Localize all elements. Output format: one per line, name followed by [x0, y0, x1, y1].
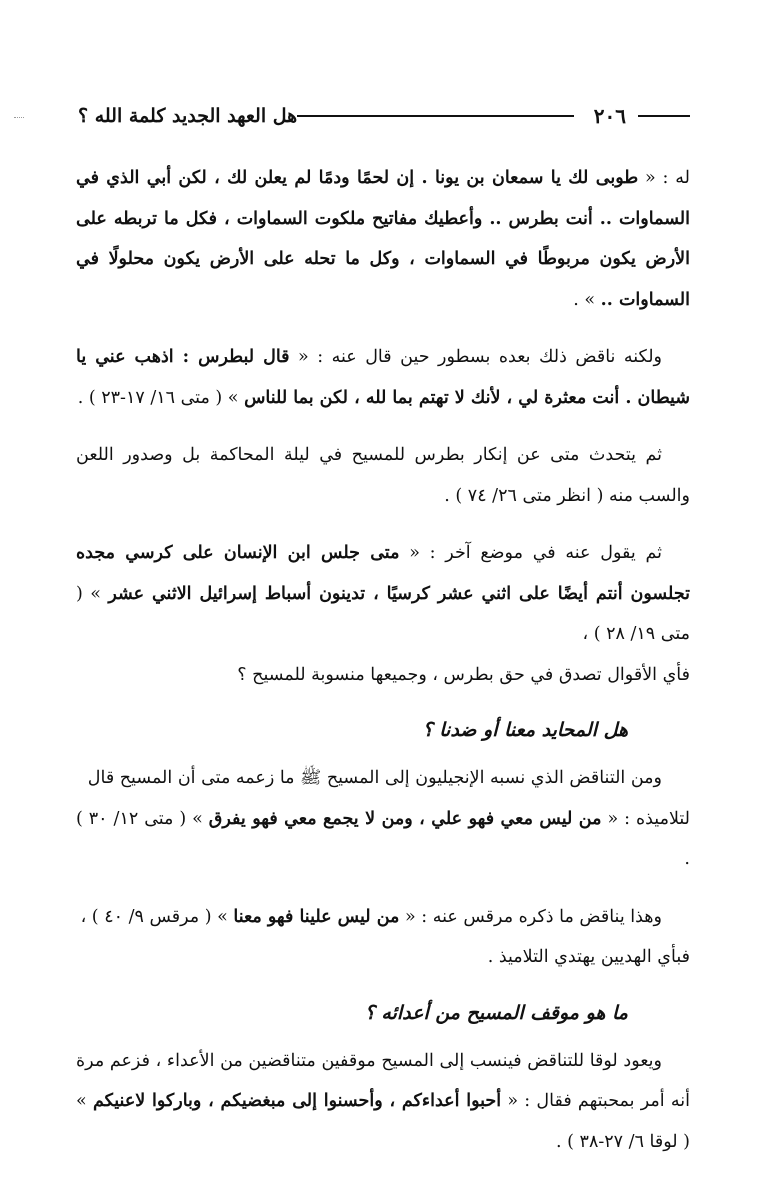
- text: » ( مرقس ٩/ ٤٠ ) ،: [80, 906, 234, 927]
- header-rule-short: [638, 115, 690, 117]
- paragraph-1: [76, 158, 690, 320]
- text: » .: [573, 289, 601, 310]
- paragraph-6-continued: فبأي الهديين يهتدي التلاميذ .: [487, 947, 690, 967]
- text: ثم يقول عنه في موضع آخر : «: [399, 543, 662, 563]
- text: » ( متى ١٩/ ٢٨ ) ،: [76, 583, 690, 644]
- text: وهذا يناقض ما ذكره مرقس عنه : «: [399, 906, 662, 927]
- header-rule-long: [297, 115, 574, 117]
- paragraph-4-continued: فأي الأقوال تصدق في حق بطرس ، وجميعها منسوبة للمسيح ؟: [237, 664, 690, 685]
- paragraph-4: [76, 533, 690, 655]
- text: ولكنه ناقض ذلك بعده بسطور حين قال عنه : «: [289, 347, 662, 367]
- paragraph-7: [76, 1041, 690, 1163]
- section-heading-neutral: هل المحايد معنا أو ضدنا ؟: [422, 719, 628, 741]
- section-heading-enemies: ما هو موقف المسيح من أعدائه ؟: [364, 1001, 628, 1024]
- quote: أحبوا أعداءكم ، وأحسنوا إلى مبغضيكم ، وباركوا لاعنيكم: [92, 1091, 502, 1111]
- running-header: [78, 98, 690, 134]
- quote: طوبى لك يا سمعان بن يونا . إن لحمًا ودمًا لم يعلن لك ، لكن أبي الذي في السماوات .. أنت بطرس .. وأعطيك مفاتيح ملكوت السماوات ، فكل ما تربطه على الأرض يكون مربوطًا في السماوات ، وكل ما تحله على الأرض يكون محلولًا في السماوات ..: [76, 168, 690, 310]
- page-content: [76, 158, 690, 1179]
- text: له : «: [638, 168, 690, 188]
- paragraph-2: [76, 337, 690, 418]
- text: لتلاميذه : «: [601, 808, 691, 829]
- header-title: هل العهد الجديد كلمة الله ؟: [78, 105, 298, 127]
- margin-mark: [14, 117, 24, 118]
- page-number: ٢٠٦: [593, 104, 626, 128]
- text: » ( متى ١٦/ ١٧-٢٣ ) .: [77, 387, 245, 408]
- paragraph-6: [76, 897, 690, 938]
- paragraph-5-continued: [76, 799, 690, 880]
- quote: قال لبطرس : اذهب عني يا شيطان . أنت معثرة لي ، لأنك لا تهتم بما لله ، لكن بما للناس: [76, 347, 690, 408]
- quote: متى جلس ابن الإنسان على كرسي مجده تجلسون أنتم أيضًا على اثني عشر كرسيًا ، تدينون أسباط إسرائيل الاثني عشر: [76, 543, 690, 604]
- text: ويعود لوقا للتناقض فينسب إلى المسيح موقفين متناقضين من الأعداء ، فزعم مرة أنه أمر بمحبتهم فقال : «: [76, 1050, 690, 1111]
- text: » ( لوقا ٦/ ٢٧-٣٨ ) .: [76, 1091, 690, 1152]
- paragraph-5: ومن التناقض الذي نسبه الإنجيليون إلى المسيح ﷺ ما زعمه متى أن المسيح قال: [87, 768, 662, 788]
- text: » ( متى ١٢/ ٣٠ ) .: [76, 808, 690, 869]
- quote: من ليس معي فهو علي ، ومن لا يجمع معي فهو يفرق: [208, 808, 602, 829]
- paragraph-3: ثم يتحدث متى عن إنكار بطرس للمسيح في ليلة المحاكمة بل وصدور اللعن والسب منه ( انظر متى ٢٦/ ٧٤ ) .: [76, 445, 690, 506]
- quote: من ليس علينا فهو معنا: [233, 906, 400, 927]
